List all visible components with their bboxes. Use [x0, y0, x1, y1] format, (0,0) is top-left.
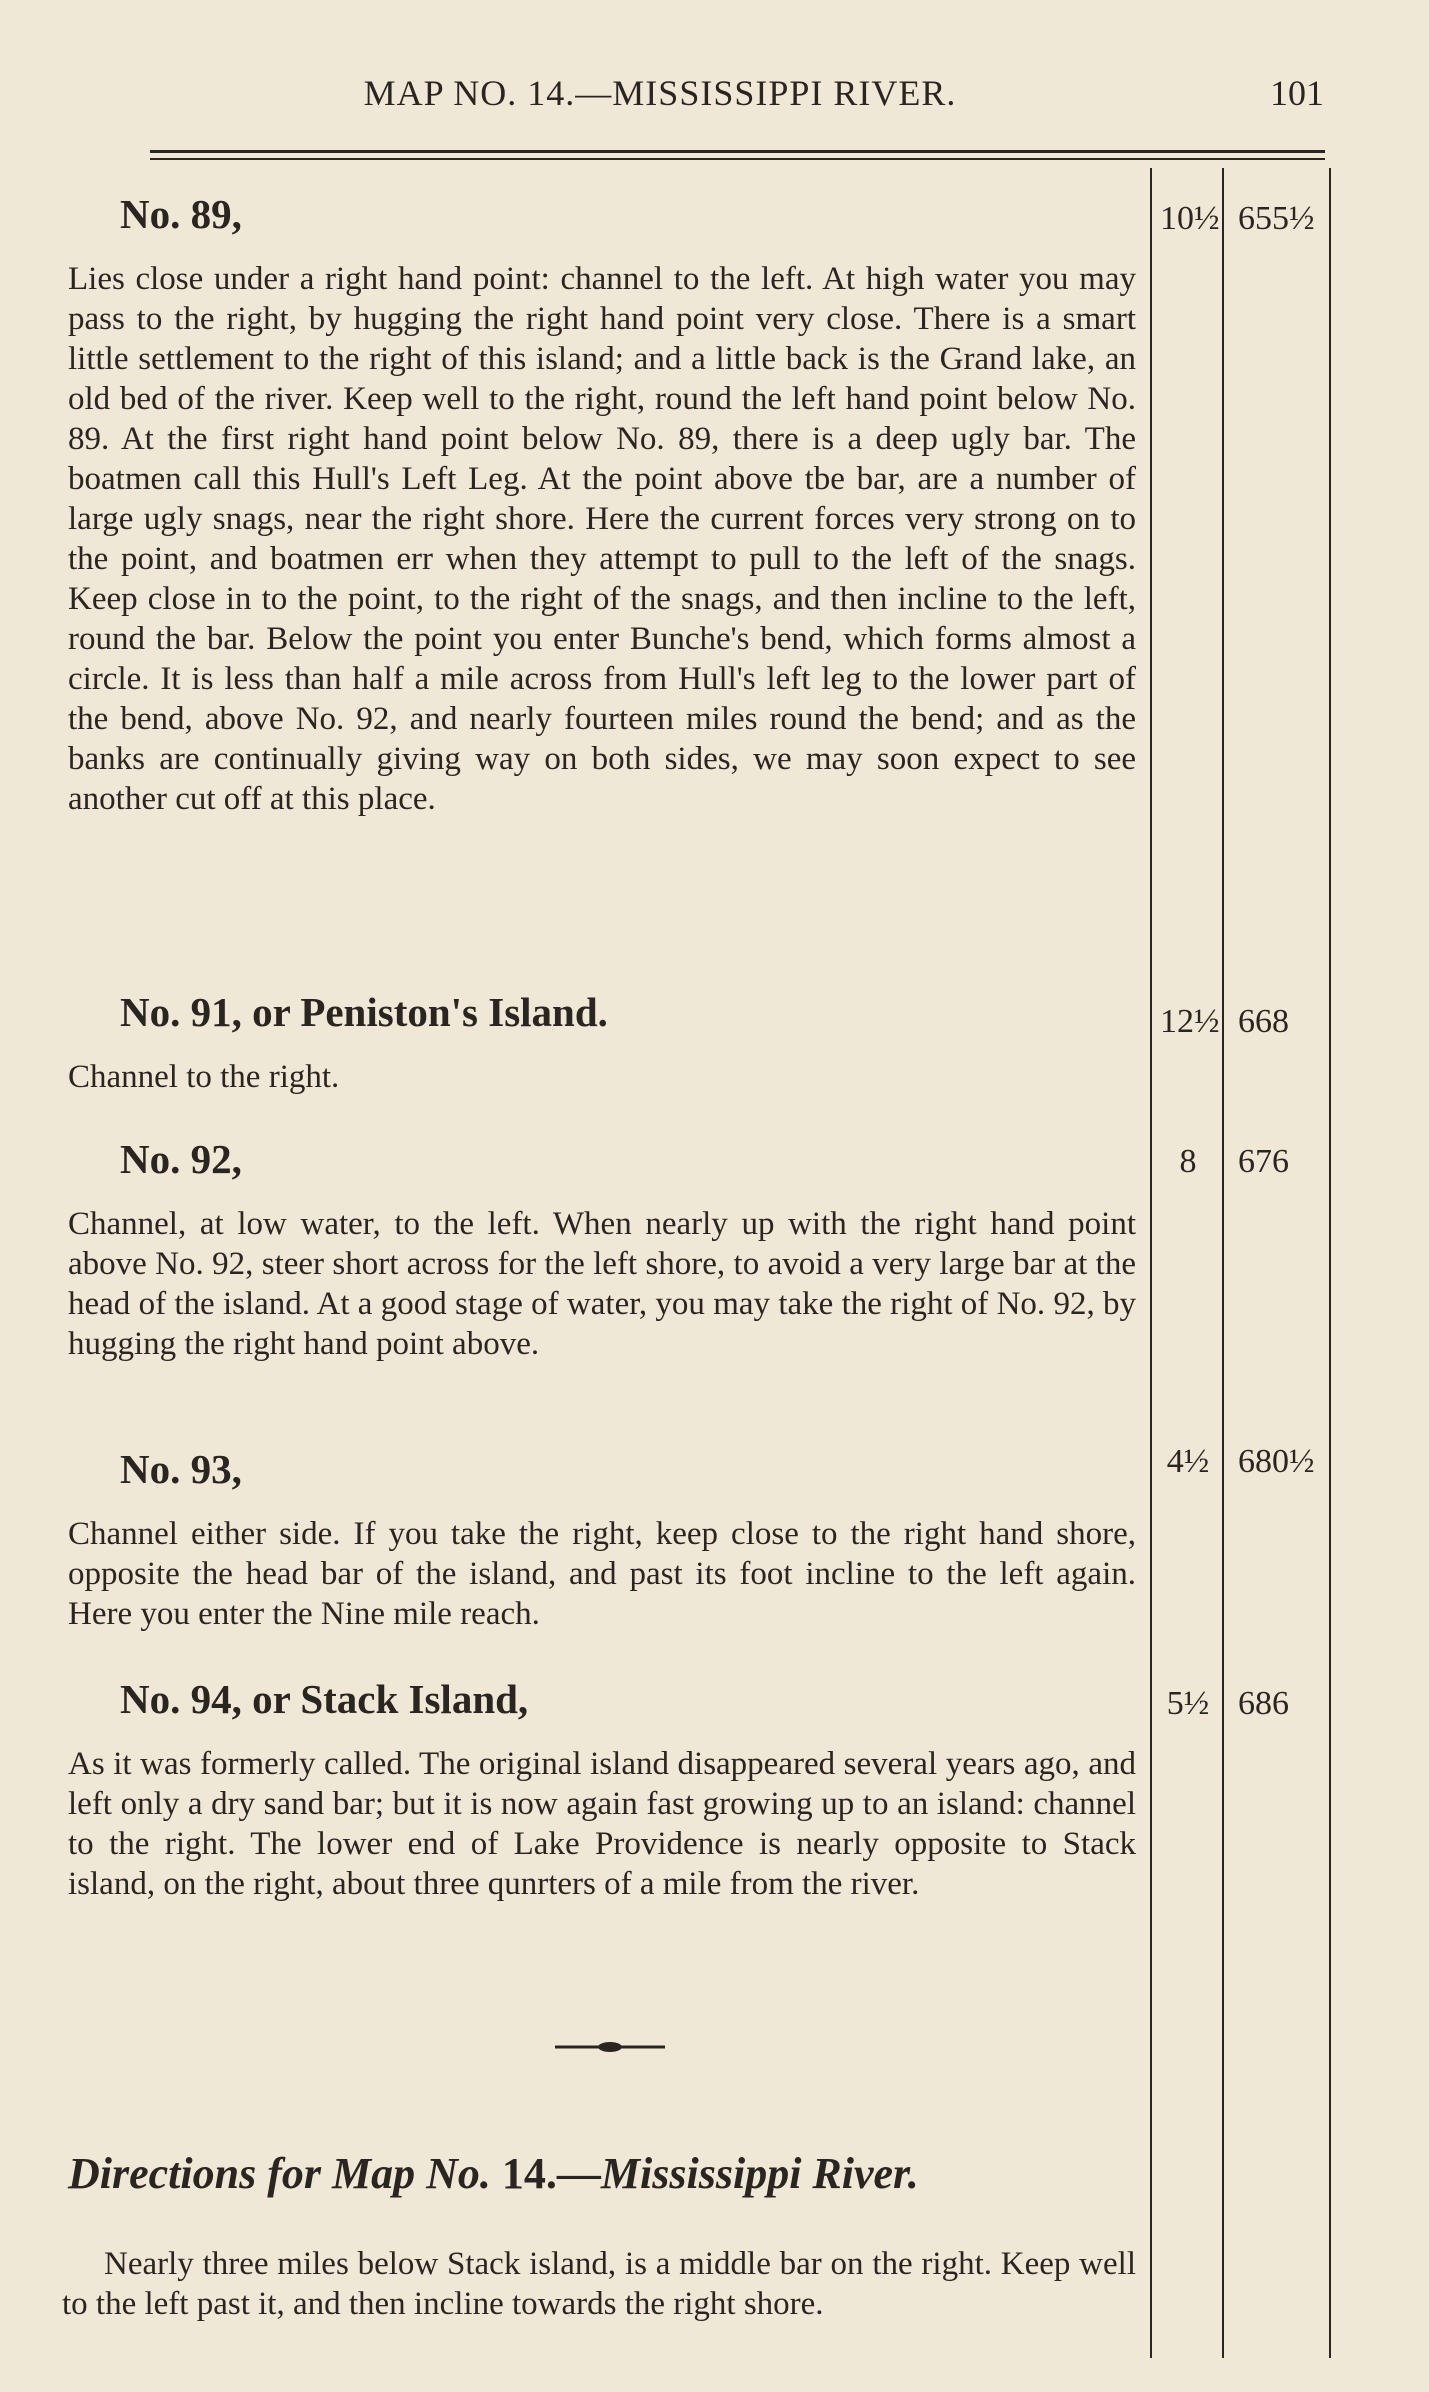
running-header-title: MAP NO. 14.—MISSISSIPPI RIVER. [363, 73, 957, 113]
entry-distance: 10½ [1160, 200, 1220, 237]
column-divider-distance [1222, 168, 1224, 2358]
directions-text: Nearly three miles below Stack island, is a middle bar on the right. Keep well to the left past it, and then incline towards the right shore. [62, 2246, 1136, 2322]
entry-no-94 [68, 1675, 1136, 1904]
entry-heading: No. 92, [120, 1136, 242, 1182]
column-divider-text [1150, 168, 1152, 2358]
entry-total: 680½ [1238, 1443, 1315, 1480]
entry-no-92 [68, 1135, 1136, 1364]
entry-no-93 [68, 1445, 1136, 1634]
header-rule-thick [150, 150, 1325, 153]
entry-heading: No. 91, or Peniston's Island. [120, 989, 608, 1035]
header-rule-thin [150, 158, 1325, 160]
entry-heading: No. 93, [120, 1446, 242, 1492]
directions-title [68, 2148, 1136, 2199]
entry-heading: No. 94, or Stack Island, [120, 1676, 529, 1722]
column-divider-right [1329, 168, 1331, 2358]
entry-total: 686 [1238, 1685, 1289, 1722]
entry-no-89 [68, 190, 1136, 819]
directions-title-part-3: Mississippi River. [600, 2149, 919, 2198]
entry-total: 655½ [1238, 200, 1315, 237]
entry-total: 668 [1238, 1003, 1289, 1040]
entry-distance: 5½ [1166, 1685, 1210, 1722]
entry-distance: 12½ [1160, 1003, 1220, 1040]
entry-text: Channel either side. If you take the right, keep close to the right hand shore, opposite the head bar of the island, and past its foot incline to the left again. Here you enter the Nine mile reach. [68, 1516, 1136, 1633]
entry-distance: 4½ [1166, 1443, 1210, 1480]
entry-text: Channel to the right. [68, 1059, 340, 1096]
directions-title-part-1: Directions for Map No. [68, 2149, 491, 2198]
entry-text: Channel, at low water, to the left. When nearly up with the right hand point above No. 92, steer short across for the left shore, to avoid a very large bar at the head of the island. At a good stage of water, you may take the right of No. 92, by hugging the right hand point above. [68, 1206, 1136, 1363]
entry-no-91 [68, 988, 1136, 1097]
section-ornament [555, 2040, 665, 2054]
entry-total: 676 [1238, 1143, 1289, 1180]
entry-text: Lies close under a right hand point: channel to the left. At high water you may pass to the right, by hugging the right hand point very close. There is a smart little settlement to the right of this island; and a little back is the Grand lake, an old bed of the river. Keep well to the right, round the left hand point below No. 89. At the first right hand point below No. 89, there is a deep ugly bar. The boatmen call this Hull's Left Leg. At the point above tbe bar, are a number of large ugly snags, near the right shore. Here the current forces very strong on to the point, and boatmen err when they attempt to pull to the left of the snags. Keep close in to the point, to the right of the snags, and then incline to the left, round the bar. Below the point you enter Bunche's bend, which forms almost a circle. It is less than half a mile across from Hull's left leg to the lower part of the bend, above No. 92, and nearly fourteen miles round the bend; and as the banks are continually giving way on both sides, we may soon expect to see another cut off at this place. [68, 261, 1136, 818]
page-number: 101 [1270, 73, 1324, 113]
entry-heading: No. 89, [120, 191, 242, 237]
entry-distance: 8 [1179, 1143, 1197, 1180]
directions-title-part-2: 14.— [490, 2149, 601, 2198]
entry-text: As it was formerly called. The original island disappeared several years ago, and left only a dry sand bar; but it is now again fast growing up to an island: channel to the right. The lower end of Lake Providence is nearly opposite to Stack island, on the right, about three qunrters of a mile from the river. [68, 1746, 1136, 1903]
